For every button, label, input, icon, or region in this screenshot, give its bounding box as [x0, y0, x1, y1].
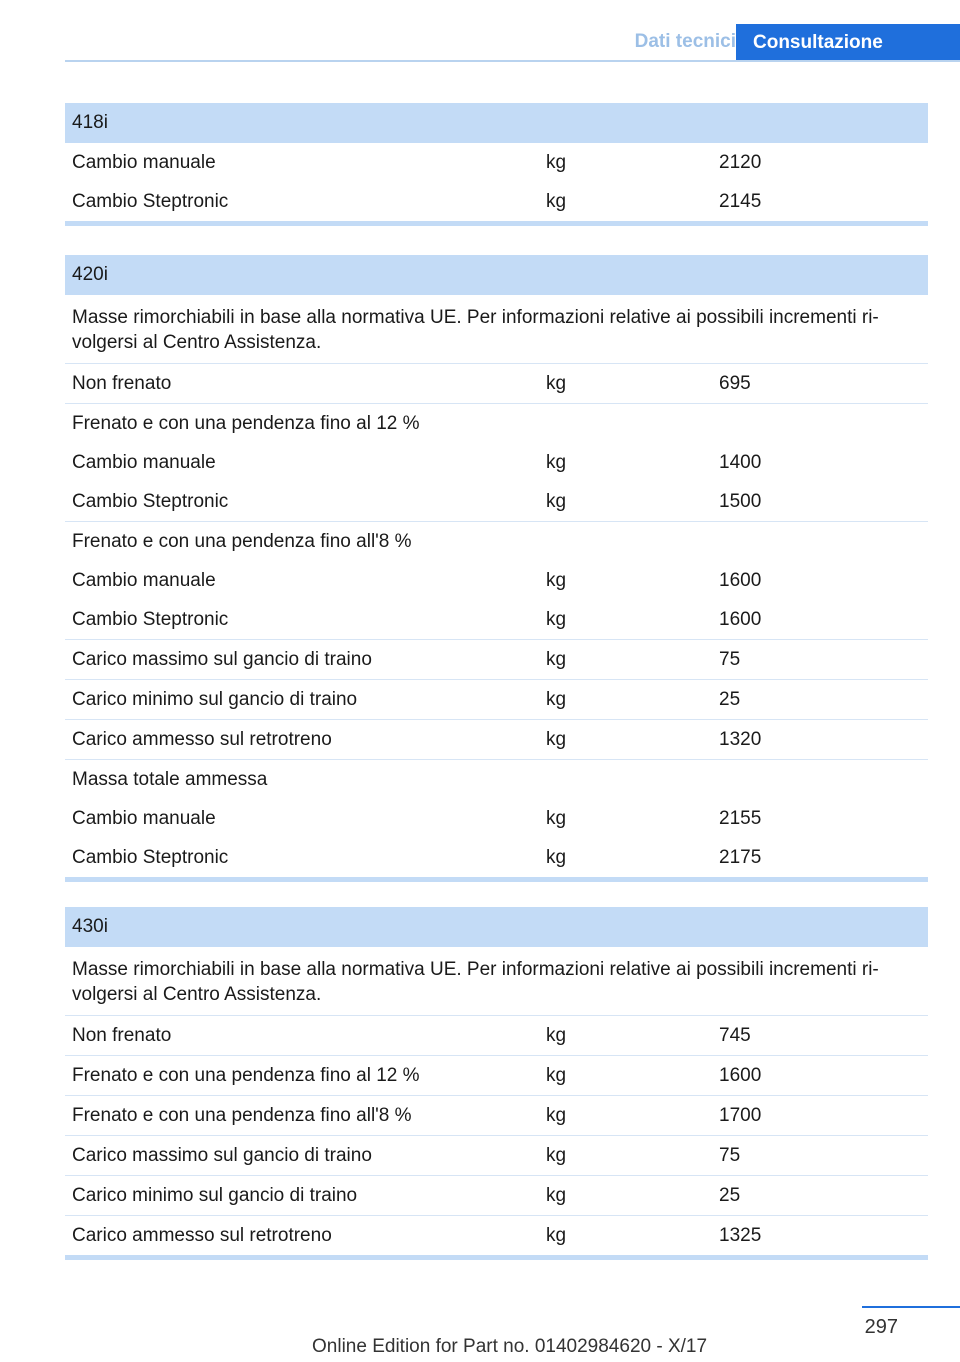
- table-418i: [65, 103, 928, 226]
- edition-text: Online Edition for Part no. 01402984620 - X/17: [312, 1336, 708, 1357]
- row-value: 1700: [719, 1105, 762, 1126]
- row-label: Frenato e con una pendenza fino all'8 %: [72, 531, 412, 552]
- row-unit: kg: [546, 808, 567, 829]
- row-label: Non frenato: [72, 373, 172, 394]
- row-unit: kg: [546, 1145, 567, 1166]
- chapter-tab[interactable]: Consultazione: [736, 24, 960, 62]
- section-tab[interactable]: Dati tecnici: [634, 31, 736, 52]
- table-row: [65, 182, 928, 221]
- table-title: 418i: [65, 103, 928, 143]
- row-unit: kg: [546, 452, 567, 473]
- row-label: Carico massimo sul gancio di traino: [72, 1145, 372, 1166]
- table-row: [65, 600, 928, 640]
- table-end-rule: [65, 1255, 928, 1260]
- table-row: [65, 364, 928, 404]
- row-value: 75: [719, 649, 741, 670]
- table-title: 430i: [65, 907, 928, 947]
- row-value: 1325: [719, 1225, 762, 1246]
- row-unit: kg: [546, 1065, 567, 1086]
- table-row: [65, 720, 928, 760]
- header-rule: [65, 60, 960, 62]
- row-value: 1500: [719, 491, 762, 512]
- row-label: Cambio manuale: [72, 452, 216, 473]
- row-label: Cambio manuale: [72, 808, 216, 829]
- table-row: [65, 1216, 928, 1255]
- row-label: Carico ammesso sul retrotreno: [72, 1225, 332, 1246]
- table-row: [65, 1056, 928, 1096]
- table-row: [65, 680, 928, 720]
- row-label: Frenato e con una pendenza fino all'8 %: [72, 1105, 412, 1126]
- row-label: Cambio manuale: [72, 152, 216, 173]
- row-label: Carico massimo sul gancio di traino: [72, 649, 372, 670]
- table-420i: [65, 255, 928, 882]
- table-row: [65, 561, 928, 600]
- row-unit: kg: [546, 689, 567, 710]
- row-value: 25: [719, 1185, 741, 1206]
- row-label: Cambio Steptronic: [72, 191, 229, 212]
- row-unit: kg: [546, 570, 567, 591]
- row-label: Massa totale ammessa: [72, 769, 268, 790]
- row-label: Carico minimo sul gancio di traino: [72, 1185, 358, 1206]
- table-row: [65, 443, 928, 482]
- page-number: 297: [864, 1316, 898, 1338]
- row-unit: kg: [546, 373, 567, 394]
- row-value: 2155: [719, 808, 762, 829]
- row-label: Carico minimo sul gancio di traino: [72, 689, 358, 710]
- table-430i: [65, 907, 928, 1260]
- table-row: [65, 838, 928, 877]
- row-value: 1600: [719, 1065, 762, 1086]
- row-value: 2145: [719, 191, 762, 212]
- row-unit: kg: [546, 1025, 567, 1046]
- row-unit: kg: [546, 1105, 567, 1126]
- row-value: 1400: [719, 452, 762, 473]
- row-unit: kg: [546, 847, 567, 868]
- row-label: Frenato e con una pendenza fino al 12 %: [72, 413, 420, 434]
- row-value: 2175: [719, 847, 762, 868]
- row-unit: kg: [546, 609, 567, 630]
- row-value: 1600: [719, 570, 762, 591]
- page-header: [65, 24, 960, 62]
- table-row: [65, 799, 928, 838]
- row-unit: kg: [546, 491, 567, 512]
- row-label: Cambio Steptronic: [72, 609, 229, 630]
- table-row: [65, 143, 928, 182]
- table-end-rule: [65, 221, 928, 226]
- table-row: [65, 1096, 928, 1136]
- table-note: Masse rimorchiabili in base alla normativa UE. Per informazioni relative ai possibili incrementi ri- volgersi al Centro Assistenza.: [65, 295, 928, 364]
- footer-rule: [862, 1306, 960, 1308]
- row-unit: kg: [546, 152, 567, 173]
- table-end-rule: [65, 877, 928, 882]
- row-value: 695: [719, 373, 751, 394]
- table-row: [65, 1016, 928, 1056]
- table-row: [65, 640, 928, 680]
- row-value: 25: [719, 689, 741, 710]
- row-value: 1320: [719, 729, 762, 750]
- table-row: [65, 482, 928, 522]
- row-unit: kg: [546, 1225, 567, 1246]
- row-label: Cambio manuale: [72, 570, 216, 591]
- row-label: Frenato e con una pendenza fino al 12 %: [72, 1065, 420, 1086]
- row-value: 2120: [719, 152, 762, 173]
- table-row: [65, 1176, 928, 1216]
- table-row: [65, 1136, 928, 1176]
- table-row: [65, 404, 928, 443]
- row-unit: kg: [546, 191, 567, 212]
- row-unit: kg: [546, 729, 567, 750]
- row-label: Cambio Steptronic: [72, 491, 229, 512]
- row-unit: kg: [546, 1185, 567, 1206]
- row-label: Non frenato: [72, 1025, 172, 1046]
- table-title: 420i: [65, 255, 928, 295]
- row-label: Carico ammesso sul retrotreno: [72, 729, 332, 750]
- table-note: Masse rimorchiabili in base alla normativa UE. Per informazioni relative ai possibili incrementi ri- volgersi al Centro Assistenza.: [65, 947, 928, 1016]
- row-value: 75: [719, 1145, 741, 1166]
- table-row: [65, 760, 928, 799]
- row-value: 745: [719, 1025, 751, 1046]
- row-label: Cambio Steptronic: [72, 847, 229, 868]
- row-unit: kg: [546, 649, 567, 670]
- table-row: [65, 522, 928, 561]
- row-value: 1600: [719, 609, 762, 630]
